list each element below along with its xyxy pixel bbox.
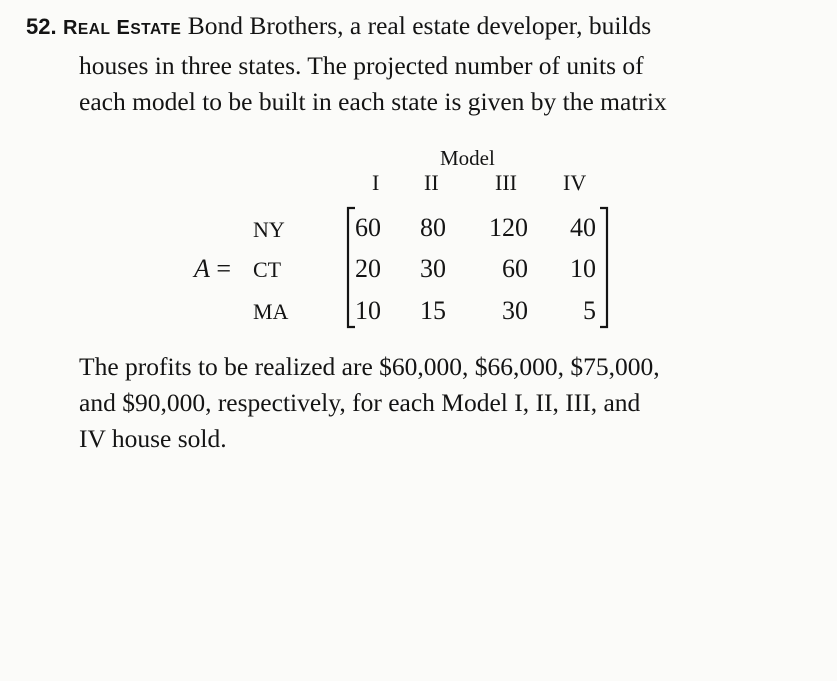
row-label-ct: CT <box>253 257 282 282</box>
matrix-cell: 60 <box>502 254 528 283</box>
matrix-cell: 120 <box>489 213 528 242</box>
left-bracket <box>348 208 355 327</box>
matrix-cell: 10 <box>570 254 596 283</box>
row-label-ny: NY <box>253 217 285 242</box>
matrix-cell: 30 <box>420 254 446 283</box>
closing-line-1: The profits to be realized are $60,000, $66,000, $75,000, <box>79 352 660 381</box>
intro-line-1: Bond Brothers, a real estate developer, builds <box>187 11 652 40</box>
matrix-name: A = <box>194 254 232 283</box>
column-header-2: II <box>424 170 439 195</box>
column-header-1: I <box>372 170 380 195</box>
matrix-cell: 30 <box>502 296 528 325</box>
problem-heading: REAL ESTATE <box>62 17 182 39</box>
closing-line-3: IV house sold. <box>79 424 227 453</box>
closing-statement <box>79 349 819 457</box>
intro-line-2: houses in three states. The projected number of units of <box>79 51 644 80</box>
problem-number: 52. <box>26 14 57 39</box>
closing-line-2: and $90,000, respectively, for each Model I, II, III, and <box>79 388 641 417</box>
matrix-cell: 5 <box>583 296 596 325</box>
model-group-label: Model <box>440 146 495 170</box>
right-bracket <box>600 208 607 327</box>
matrix-cell: 15 <box>420 296 446 325</box>
column-header-4: IV <box>563 170 587 195</box>
matrix-cell: 10 <box>355 296 381 325</box>
intro-line-3: each model to be built in each state is given by the matrix <box>79 87 667 116</box>
matrix-cell: 60 <box>355 213 381 242</box>
matrix-cell: 40 <box>570 213 596 242</box>
row-label-ma: MA <box>253 299 289 324</box>
matrix-cell: 80 <box>420 213 446 242</box>
matrix-cell: 20 <box>355 254 381 283</box>
column-header-3: III <box>495 170 517 195</box>
